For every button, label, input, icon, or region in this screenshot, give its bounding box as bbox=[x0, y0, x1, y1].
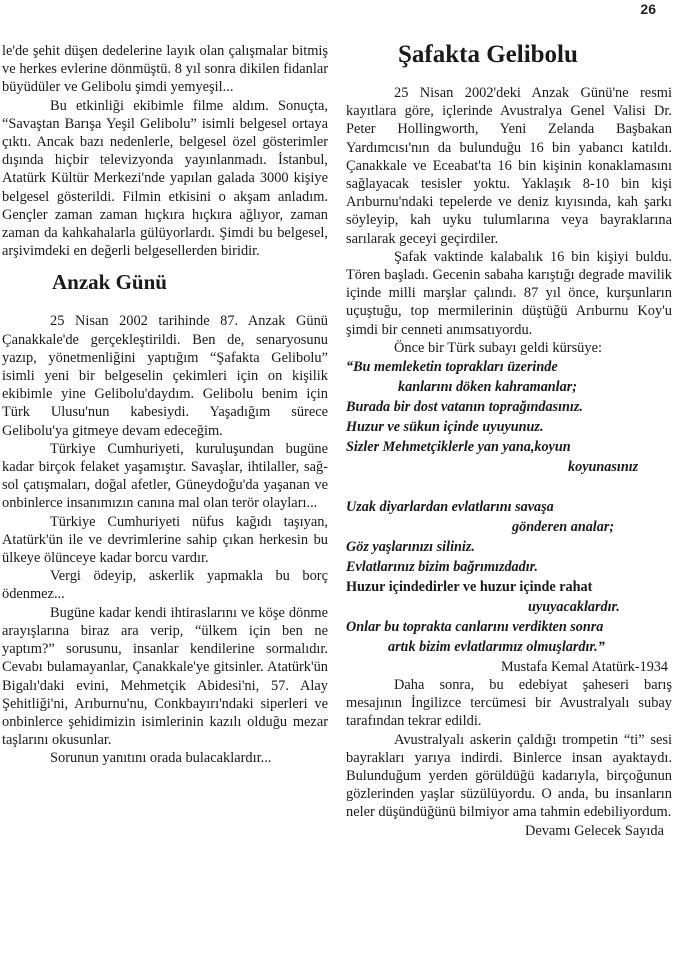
continued-notice bbox=[346, 822, 672, 840]
paragraph: Vergi ödeyip, askerlik yapmakla bu borç ödenmez... bbox=[2, 568, 328, 603]
quote-line: artık bizim evlatlarımız olmuşlardır.” bbox=[388, 639, 605, 656]
stanza-break bbox=[346, 477, 672, 497]
paragraph: Önce bir Türk subayı geldi kürsüye: bbox=[394, 339, 602, 356]
paragraph: 25 Nisan 2002 tarihinde 87. Anzak Günü Çanakkale'de gerçekleştirildi. Ben de, senaryosunu yazıp, yönetmenliğini yaptığım “Şafakta Gelibolu” isimli yeni bir belgeselin çekimleri için on kişilik ekibimle yine Gelibolu'daydım. Gelibolu benim için Türk Ulusu'nun kabesiydi. Yaşadığım sürece Gelibolu'ya gitmeye devam edeceğim. bbox=[2, 313, 328, 439]
paragraph: Sorunun yanıtını orada bulacaklardır... bbox=[50, 750, 272, 767]
quote-line: Huzur ve sükun içinde uyuyunuz. bbox=[346, 419, 544, 436]
paragraph: Türkiye Cumhuriyeti nüfus kağıdı taşıyan, Atatürk'ün ile ve devrimlerine sahip çıkan herkesin bu ülkeye ölünceye kadar borcu vardır. bbox=[2, 513, 328, 567]
left-column bbox=[2, 42, 328, 768]
quote-line: gönderen analar; bbox=[512, 519, 615, 536]
quote-line: uyuyacaklardır. bbox=[528, 599, 620, 616]
section-heading-anzak-gunu: Anzak Günü bbox=[52, 270, 167, 295]
paragraph: Daha sonra, bu edebiyat şaheseri barış mesajının İngilizce tercümesi bir Avustralyalı subay tarafından tekrar edildi. bbox=[346, 677, 672, 730]
quote-attribution: Mustafa Kemal Atatürk-1934 bbox=[500, 659, 668, 676]
quote-line: Sizler Mehmetçiklerle yan yana,koyun bbox=[346, 439, 571, 456]
quote-line: kanlarını döken kahramanlar; bbox=[398, 379, 577, 396]
quote-line: Uzak diyarlardan evlatlarını savaşa bbox=[346, 499, 554, 516]
quote-line: Evlatlarınız bizim bağrımızdadır. bbox=[346, 559, 538, 576]
paragraph: Bugüne kadar kendi ihtiraslarını ve köşe dönme arayışlarına biraz ara verip, “ülkem için ben ne yaptım?” sorusunu, insanlar kendilerine sormalıdır. Cevabı bulamayanlar, Çanakkale'ye gitsinler. Atatürk'ün Bigalı'daki evini, Mehmetçik Abidesi'ni, 57. Alay Şehitliği'ni, Arıburnu'nu, Conkbayırı'ndaki siperleri ve onbinlerce şehidimizin isimlerinin kazılı olduğu mezar taşlarını okusunlar. bbox=[2, 604, 328, 749]
paragraph: Avustralyalı askerin çaldığı trompetin “ti” sesi bayrakları yarıya indirdi. Binlerce insan ayaktaydı. Bulunduğum yerden görüldüğü kadarıyla, birçoğunun gözlerinden yaşlar süzülüyordu. O anda, bu insanların neler düşündüğünü bilmiyor ama tahmin edebiliyordum. bbox=[346, 731, 672, 821]
quote-line: koyunasınız bbox=[568, 459, 639, 476]
quote-line: Burada bir dost vatanın toprağındasınız. bbox=[346, 399, 583, 416]
paragraph: le'de şehit düşen dedelerine layık olan çalışmalar bitmiş ve herkes evlerine dönmüştü. 8 yıl sonra dikilen fidanlar büyüdüler ve Gelibolu şimdi yemyeşil... bbox=[2, 43, 328, 96]
continued-label: Devamı Gelecek Sayıda bbox=[524, 822, 664, 839]
page-number: 26 bbox=[640, 1, 656, 17]
ataturk-quote bbox=[346, 357, 672, 657]
paragraph: Bu etkinliği ekibimle filme aldım. Sonuçta, “Savaştan Barışa Yeşil Gelibolu” isimli belgesel ortaya çıktı. Ancak bazı nedenlerle, belgesel özel gösterimler dışında hiçbir televizyonda yayınlanmadı. İstanbul, Atatürk Kültür Merkezi'nde yapılan galada 3000 kişiye belgesel gösterildi. Filmin etkisini o akşam anladım. Gençler zaman zaman hıçkıra hıçkıra ağlıyor, zaman zaman da kahkahalarla gülüyorlardı. Şimdi bu belgesel, arşivimdeki en değerli belgesellerden biridir. bbox=[2, 97, 328, 260]
article-title: Şafakta Gelibolu bbox=[398, 41, 578, 68]
quote-line: Onlar bu toprakta canlarını verdikten sonra bbox=[346, 619, 604, 636]
paragraph: Şafak vaktinde kalabalık 16 bin kişiyi buldu. Tören başladı. Gecenin sabaha karıştığı degrade mavilik içinde milli marşlar çalındı. 87 yıl önce, kurşunların uçuştuğu, top mermilerinin düştüğü Arıburnu Koy'u şimdi bir cenneti anımsatıyordu. bbox=[346, 248, 672, 338]
paragraph: 25 Nisan 2002'deki Anzak Günü'ne resmi kayıtlara göre, içlerinde Avustralya Genel Valisi Dr. Peter Hollingworth, Yeni Zelanda Başbakan Yardımcısı'nın da bulunduğu 16 bin yabancı katıldı. Çanakkale ve Eceabat'ta 16 bin kişinin konaklamasını sağlayacak tesisler yoktu. Yaklaşık 8-10 bin kişi Arıburnu'ndaki tepelerde ve deniz kıyısında, kah şarkı söyleyip, kah uyku tulumlarına veya bayraklarına sarılarak geceyi geçirdiler. bbox=[346, 85, 672, 247]
quote-line: Göz yaşlarınızı siliniz. bbox=[346, 539, 475, 556]
right-column bbox=[346, 42, 672, 840]
paragraph: Türkiye Cumhuriyeti, kuruluşundan bugüne kadar birçok felaket yaşamıştır. Savaşlar, ihtilaller, sağ-sol çatışmaları, doğal afetler, Güneydoğu'da yaşanan ve onbinlerce insanımızın canına mal olan terör olayları... bbox=[2, 440, 328, 512]
quote-line: Huzur içindedirler ve huzur içinde rahat bbox=[346, 579, 593, 596]
quote-line: “Bu memleketin toprakları üzerinde bbox=[346, 359, 558, 376]
